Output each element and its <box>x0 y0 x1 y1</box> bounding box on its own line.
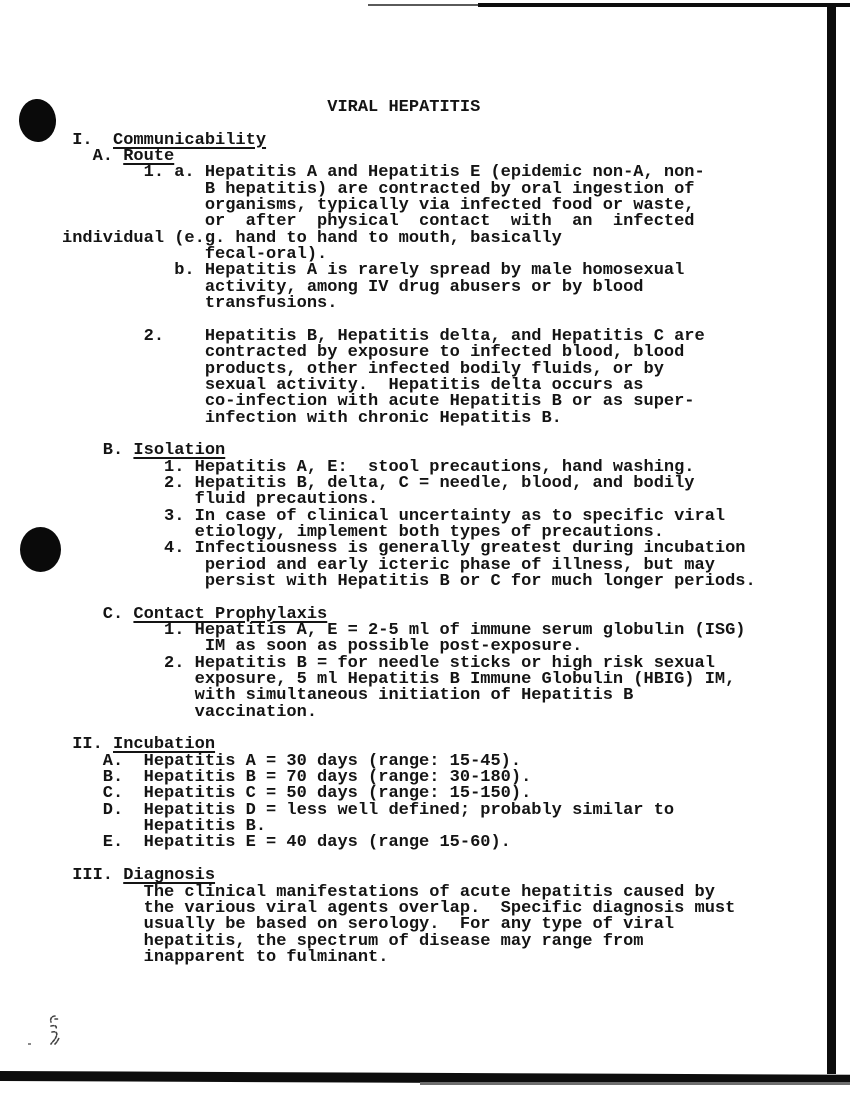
doc-text-segment <box>62 98 327 117</box>
doc-text-segment: products, other infected bodily fluids, or by <box>62 359 664 379</box>
doc-text-segment: 3. In case of clinical uncertainty as to specific viral <box>62 506 726 526</box>
doc-text-segment: hepatitis, the spectrum of disease may range from <box>62 931 644 951</box>
doc-line <box>62 408 756 428</box>
doc-text-segment: persist with Hepatitis B or C for much longer periods. <box>62 571 756 591</box>
heading-contact-prophylaxis: Contact Prophylaxis <box>133 604 328 624</box>
doc-text-segment: A. Hepatitis A = 30 days (range: 15-45). <box>62 751 522 771</box>
doc-text-segment: III. <box>62 866 124 886</box>
ink-smudge <box>46 1013 68 1051</box>
heading-isolation: Isolation <box>133 441 226 461</box>
doc-text-segment: 1. Hepatitis A, E: stool precautions, hand washing. <box>62 457 695 477</box>
doc-text-segment: II. <box>62 735 114 755</box>
doc-line <box>62 100 756 116</box>
ink-dot <box>28 1043 31 1045</box>
doc-line <box>62 296 756 312</box>
doc-title: VIRAL HEPATITIS <box>327 98 481 117</box>
doc-text-segment: B. Hepatitis B = 70 days (range: 30-180). <box>62 768 532 788</box>
heading-diagnosis: Diagnosis <box>123 866 216 886</box>
scan-border-top <box>478 3 850 7</box>
hole-punch-bottom <box>20 527 61 572</box>
doc-text-segment: 2. Hepatitis B, Hepatitis delta, and Hepatitis C are <box>62 326 705 346</box>
doc-text-segment: B hepatitis) are contracted by oral ingestion of <box>62 179 695 199</box>
doc-text-segment: Hepatitis B. <box>62 817 267 837</box>
doc-line <box>62 947 756 967</box>
doc-text-segment: the various viral agents overlap. Specific diagnosis must <box>62 898 736 918</box>
doc-text-segment: 1. Hepatitis A, E = 2-5 ml of immune serum globulin (ISG) <box>62 621 746 640</box>
doc-text-segment: period and early icteric phase of illness, but may <box>62 555 715 575</box>
heading-incubation: Incubation <box>113 735 216 755</box>
doc-text-segment: C. Hepatitis C = 50 days (range: 15-150). <box>62 784 532 804</box>
scan-border-top-gray <box>368 4 486 6</box>
heading-communicability: Communicability <box>113 130 267 150</box>
doc-text-segment: b. Hepatitis A is rarely spread by male homosexual <box>62 261 685 281</box>
doc-text-segment: usually be based on serology. For any type of viral <box>62 915 675 935</box>
doc-text-segment: 2. Hepatitis B, delta, C = needle, blood, and bodily <box>62 473 695 493</box>
doc-text-segment: organisms, typically via infected food or waste, <box>62 196 695 216</box>
doc-text-segment: sexual activity. Hepatitis delta occurs as <box>62 375 644 395</box>
doc-text-segment: or after physical contact with an infected <box>62 212 695 232</box>
doc-line <box>62 835 756 851</box>
doc-text-segment: IM as soon as possible post-exposure. <box>62 637 583 657</box>
doc-text-segment: infection with chronic Hepatitis B. <box>62 408 562 428</box>
doc-text-segment: etiology, implement both types of precautions. <box>62 522 664 542</box>
doc-text-segment: The clinical manifestations of acute hepatitis caused by <box>62 882 715 902</box>
doc-text-segment: vaccination. <box>62 702 318 722</box>
doc-text-segment: individual (e.g. hand to hand to mouth, basically <box>62 228 562 248</box>
doc-text-segment: fecal-oral). <box>62 245 328 265</box>
doc-text-segment: exposure, 5 ml Hepatitis B Immune Globulin (HBIG) IM, <box>62 670 736 690</box>
hole-punch-top <box>18 98 58 143</box>
doc-text-segment: activity, among IV drug abusers or by blood <box>62 277 644 297</box>
doc-text-segment: co-infection with acute Hepatitis B or as super- <box>62 392 695 412</box>
doc-line <box>62 702 756 722</box>
doc-text-segment: fluid precautions. <box>62 490 379 510</box>
doc-text-segment: C. <box>62 604 134 624</box>
doc-text-segment: transfusions. <box>62 294 338 314</box>
doc-text-segment: contracted by exposure to infected blood, blood <box>62 343 685 363</box>
document-text <box>62 100 756 966</box>
scan-border-bottom-fringe <box>420 1082 850 1085</box>
doc-text-segment: 2. Hepatitis B = for needle sticks or high risk sexual <box>62 653 715 673</box>
heading-route: Route <box>123 147 175 167</box>
doc-text-segment: E. Hepatitis E = 40 days (range 15-60). <box>62 833 511 853</box>
doc-text-segment: 4. Infectiousness is generally greatest during incubation <box>62 539 746 559</box>
doc-text-segment: 1. a. Hepatitis A and Hepatitis E (epidemic non-A, non- <box>62 163 705 183</box>
doc-line <box>62 571 756 591</box>
doc-text-segment: A. <box>62 147 124 167</box>
scan-border-right <box>827 4 836 1074</box>
doc-text-segment: inapparent to fulminant. <box>62 947 389 967</box>
doc-text-segment: with simultaneous initiation of Hepatitis B <box>62 686 634 706</box>
doc-text-segment: I. <box>62 130 114 150</box>
doc-text-segment: B. <box>62 441 134 461</box>
doc-text-segment: D. Hepatitis D = less well defined; probably similar to <box>62 800 675 820</box>
